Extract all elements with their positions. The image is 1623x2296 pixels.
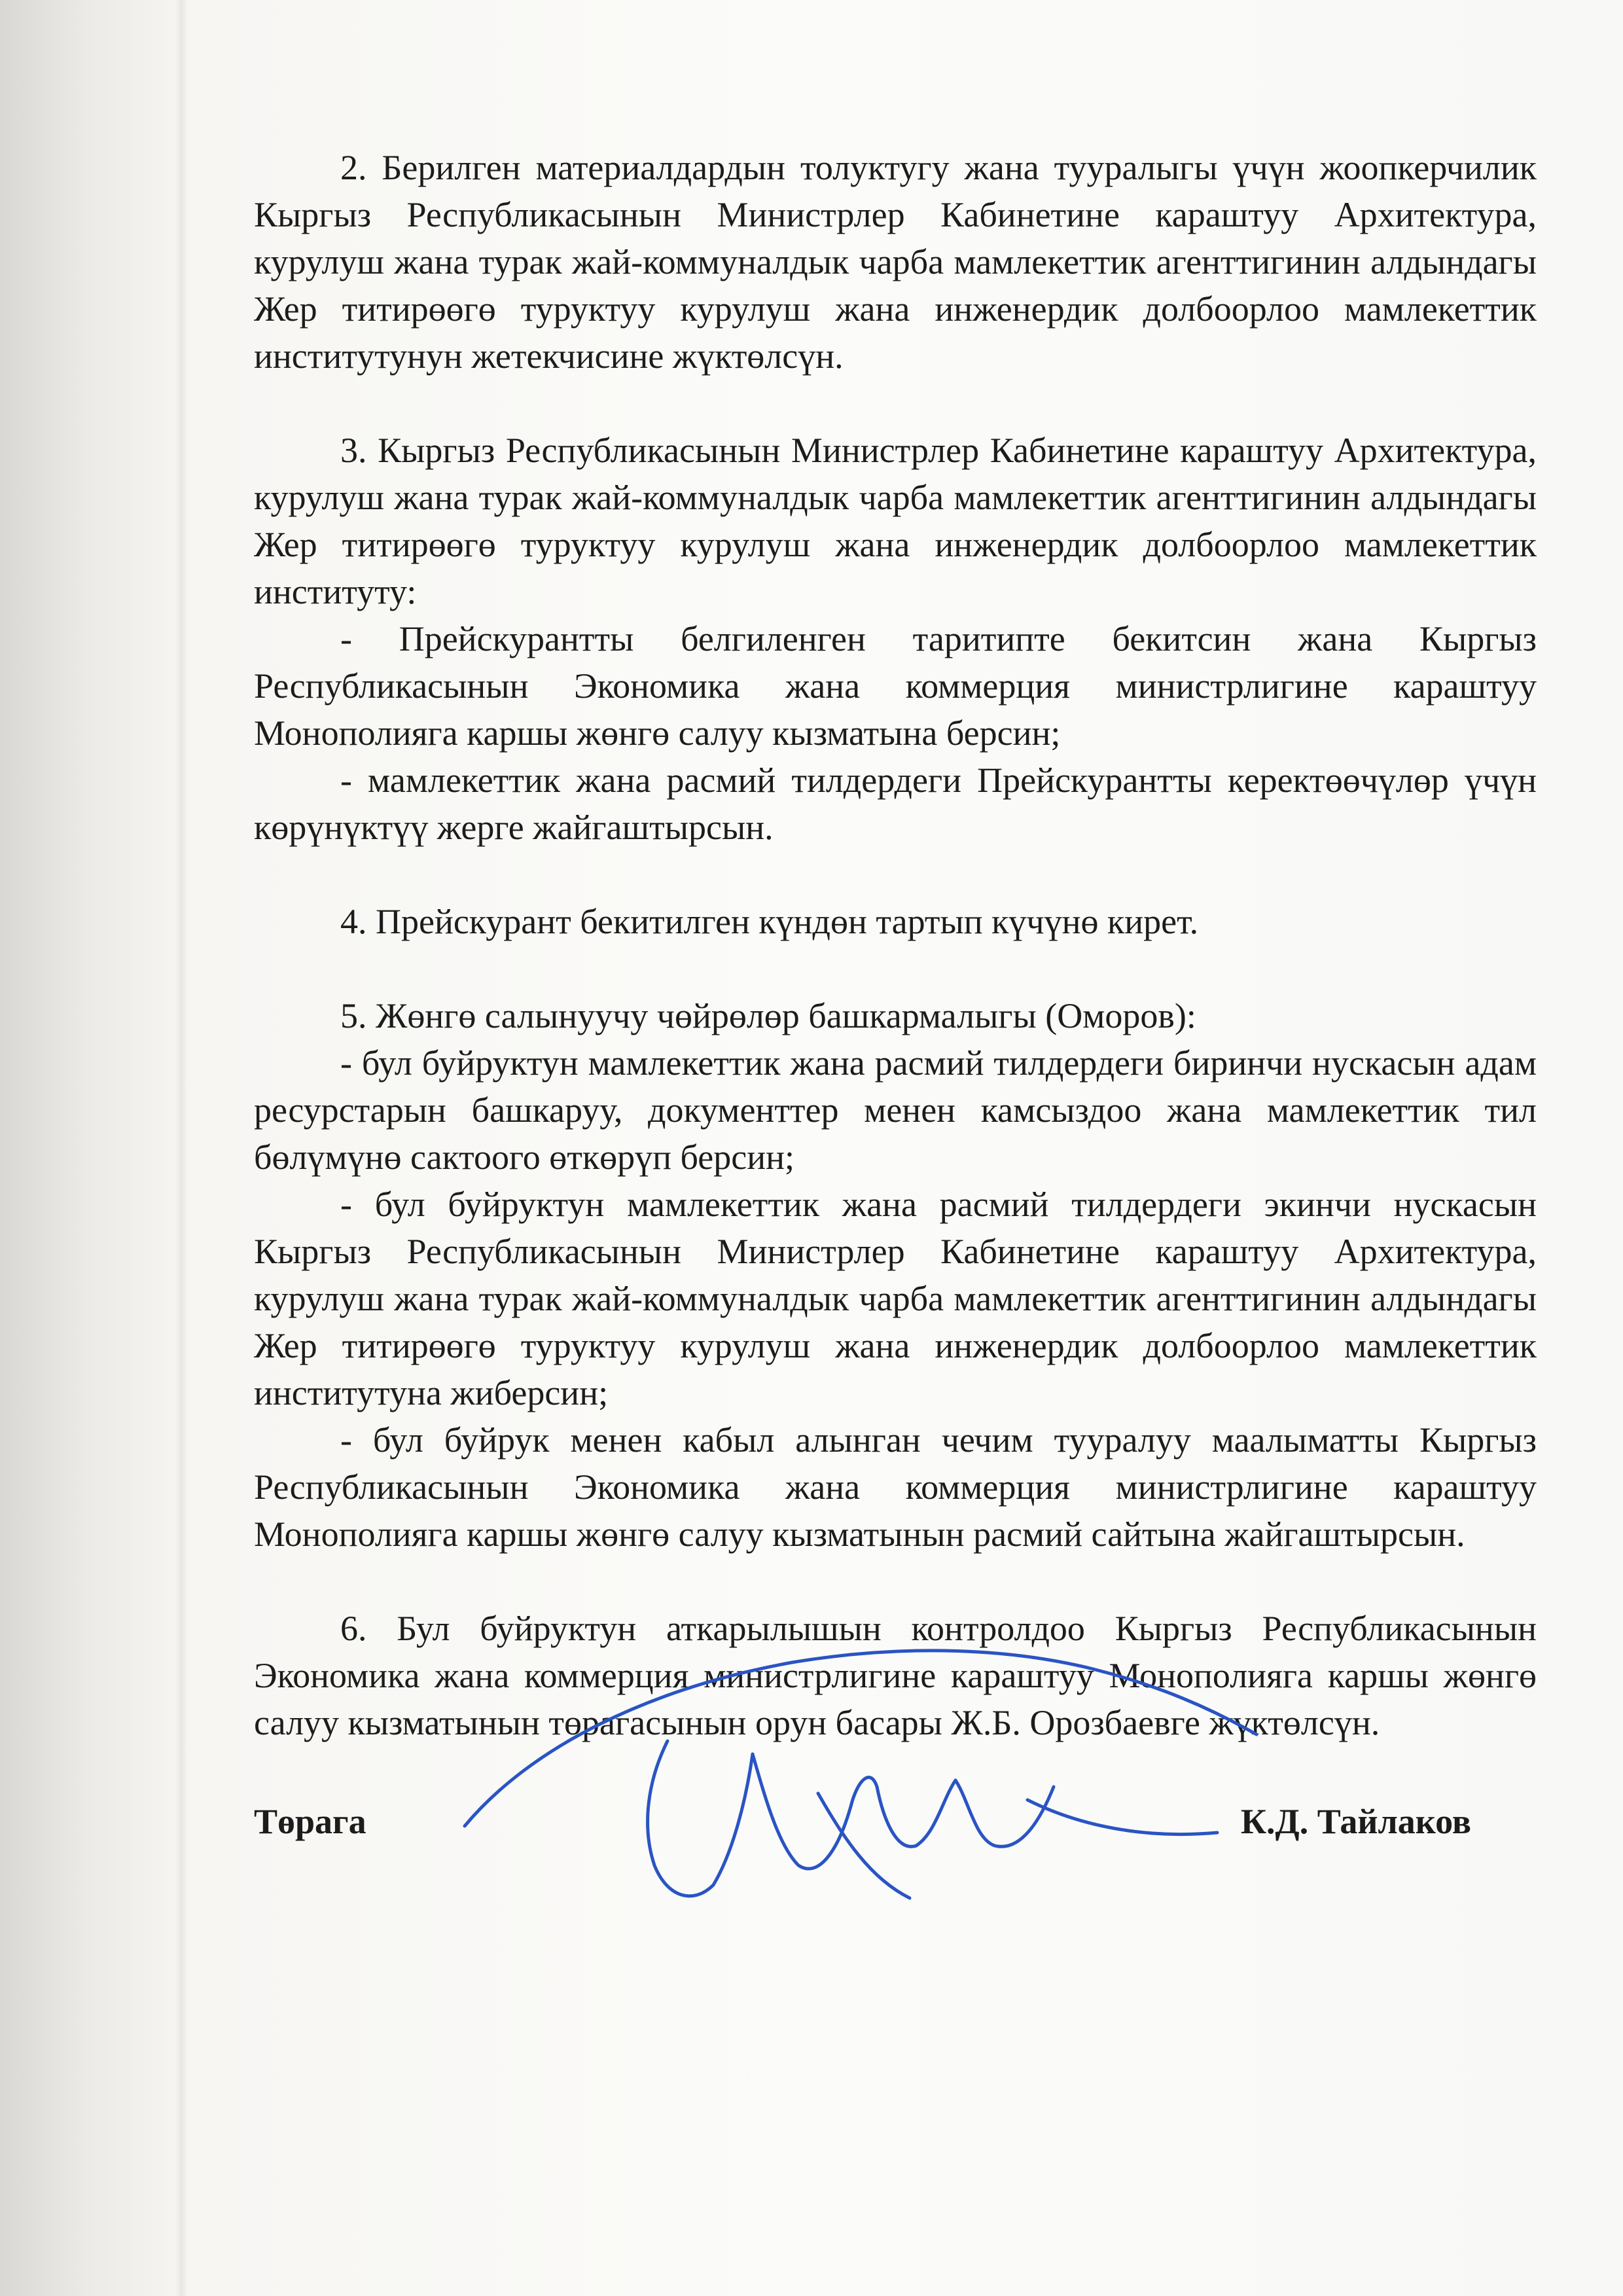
paragraph-gap xyxy=(254,945,1537,992)
paragraph-gap xyxy=(254,851,1537,898)
paragraph-5-item-2: - бул буйруктун мамлекеттик жана расмий тилдердеги экинчи нускасын Кыргыз Республикасынын Министрлер Кабинетине караштуу Архитектура, курулуш жана турак жай-коммуналдык чарба мамлекеттик агенттигинин алдындагы Жер титирөөгө туруктуу курулуш жана инженердик долбоорлоо мамлекеттик институтуна жиберсин; xyxy=(254,1185,1537,1412)
paragraph-4: 4. Прейскурант бекитилген күндөн тартып күчүнө кирет. xyxy=(340,902,1199,941)
page-fold-shadow xyxy=(175,0,187,2296)
paragraph-5-item-3: - бул буйрук менен кабыл алынган чечим тууралуу маалыматты Кыргыз Республикасынын Экономика жана коммерция министрлигине караштуу Монополияга каршы жөнгө салуу кызматынын расмий сайтына жайгаштырсын. xyxy=(254,1420,1537,1554)
paragraph-6: 6. Бул буйруктун аткарылышын контролдоо Кыргыз Республикасынын Экономика жана коммерция министрлигине караштуу Монополияга каршы жөнгө салуу кызматынын төрагасынын орун басары Ж.Б. Орозбаевге жүктөлсүн. xyxy=(254,1609,1537,1742)
signature-block xyxy=(254,1801,1537,1854)
paragraph-3: 3. Кыргыз Республикасынын Министрлер Кабинетине караштуу Архитектура, курулуш жана турак жай-коммуналдык чарба мамлекеттик агенттигинин алдындагы Жер титирөөгө туруктуу курулуш жана инженердик долбоорлоо мамлекеттик институту: xyxy=(254,431,1537,611)
document-body xyxy=(254,144,1537,1746)
paragraph-3-item-1: - Прейскурантты белгиленген таритипте бекитсин жана Кыргыз Республикасынын Экономика жана коммерция министрлигине караштуу Монополияга каршы жөнгө салуу кызматына берсин; xyxy=(254,619,1537,753)
paragraph-2: 2. Берилген материалдардын толуктугу жана тууралыгы үчүн жоопкерчилик Кыргыз Республикасынын Министрлер Кабинетине караштуу Архитектура, курулуш жана турак жай-коммуналдык чарба мамлекеттик агенттигинин алдындагы Жер титирөөгө туруктуу курулуш жана инженердик долбоорлоо мамлекеттик институтунун жетекчисине жүктөлсүн. xyxy=(254,148,1537,376)
signatory-name: К.Д. Тайлаков xyxy=(1240,1802,1471,1841)
paragraph-gap xyxy=(254,380,1537,427)
paragraph-gap xyxy=(254,1558,1537,1605)
paragraph-5-item-1: - бул буйруктун мамлекеттик жана расмий тилдердеги биринчи нускасын адам ресурстарын башкаруу, документтер менен камсыздоо жана мамлекеттик тил бөлүмүнө сактоого өткөрүп берсин; xyxy=(254,1043,1537,1177)
paragraph-5: 5. Жөнгө салынуучу чөйрөлөр башкармалыгы (Оморов): xyxy=(340,996,1196,1035)
signatory-title: Төрага xyxy=(254,1802,366,1841)
handwritten-signature xyxy=(452,1630,1302,1931)
paragraph-3-item-2: - мамлекеттик жана расмий тилдердеги Прейскурантты керектөөчүлөр үчүн көрүнүктүү жерге жайгаштырсын. xyxy=(254,761,1537,847)
